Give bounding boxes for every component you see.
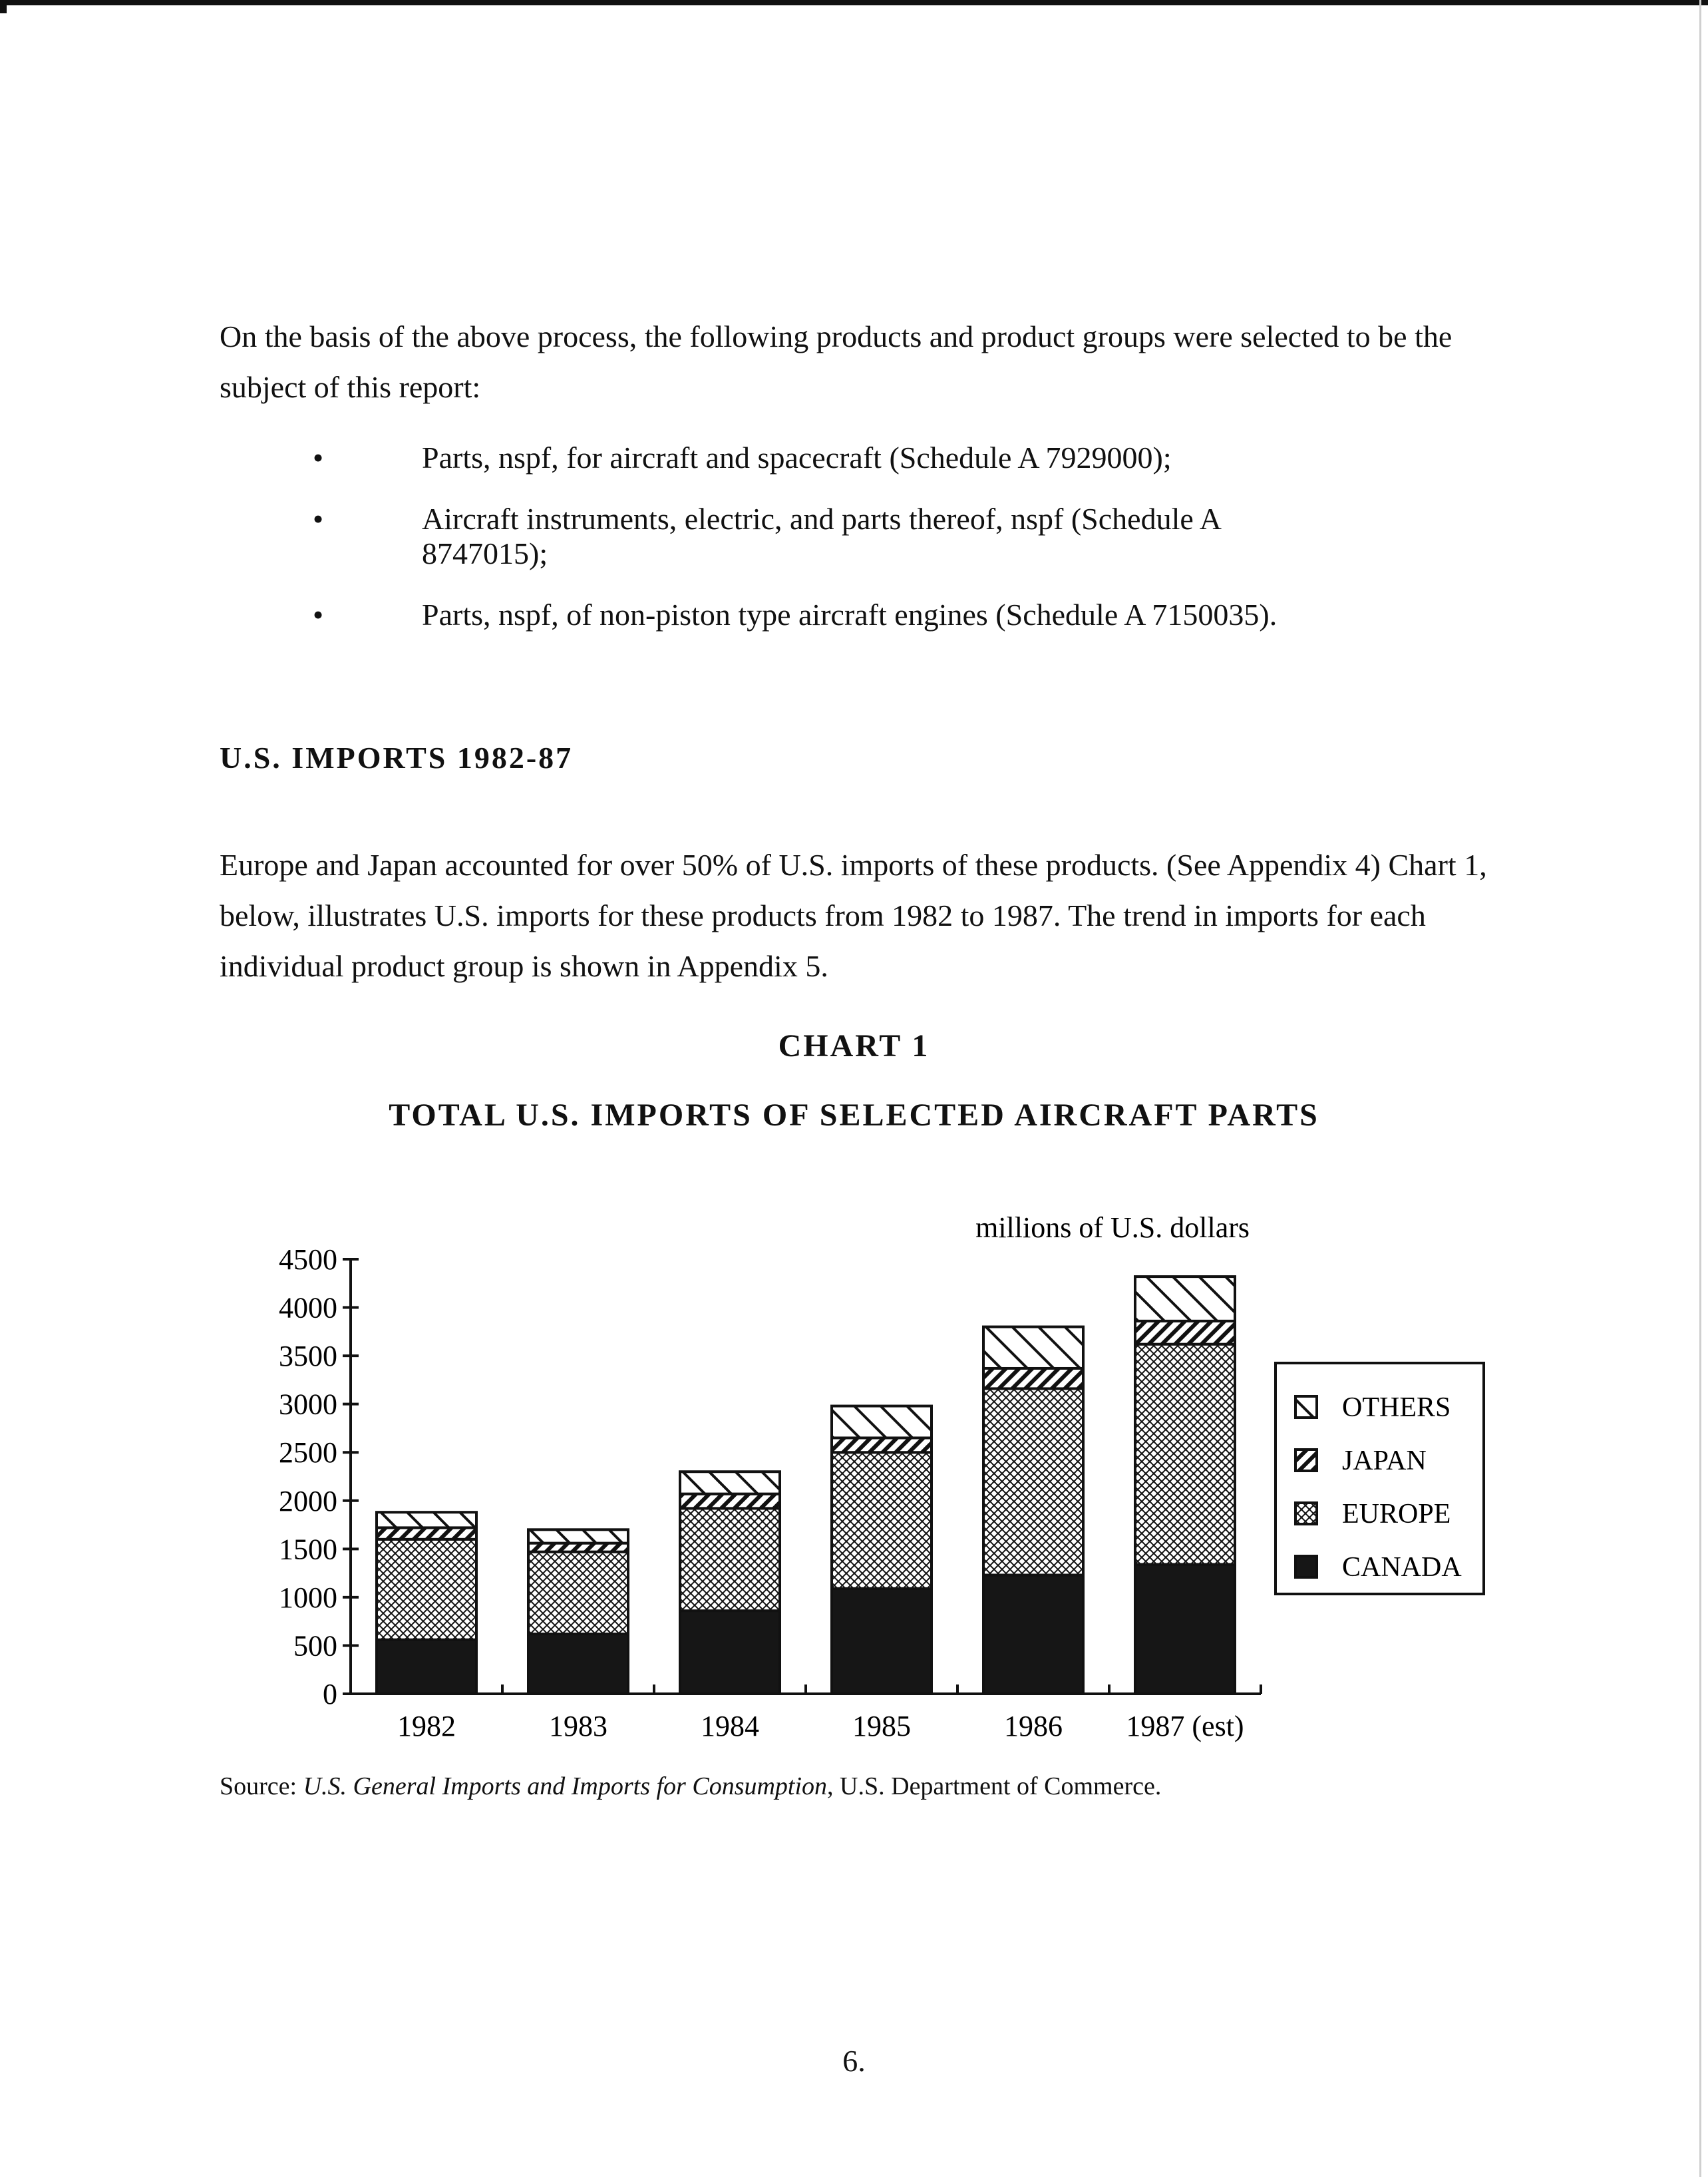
x-tick-label: 1982 bbox=[397, 1710, 456, 1742]
product-item: • Parts, nspf, of non-piston type aircraft engines (Schedule A 7150035). bbox=[313, 598, 1351, 632]
legend-label-canada: CANADA bbox=[1342, 1552, 1462, 1583]
x-tick-label: 1985 bbox=[852, 1710, 911, 1742]
imports-bar-chart bbox=[0, 1185, 1708, 1750]
bar-others-1983 bbox=[528, 1529, 628, 1543]
bar-japan-1982 bbox=[377, 1527, 476, 1539]
legend-label-europe: EUROPE bbox=[1342, 1499, 1451, 1529]
y-tick-label: 4000 bbox=[279, 1291, 337, 1324]
bar-europe-1985 bbox=[832, 1452, 932, 1589]
left-edge-mark bbox=[0, 0, 7, 13]
bar-europe-1987 bbox=[1135, 1344, 1235, 1565]
y-tick-label: 500 bbox=[293, 1629, 337, 1663]
y-tick-label: 0 bbox=[323, 1678, 337, 1710]
y-tick-label: 1500 bbox=[279, 1533, 337, 1566]
bar-others-1985 bbox=[832, 1406, 932, 1438]
chart-legend bbox=[1276, 1363, 1484, 1594]
legend-swatch-europe bbox=[1295, 1503, 1317, 1524]
bar-canada-1986 bbox=[983, 1575, 1083, 1694]
x-tick-label: 1987 (est) bbox=[1126, 1710, 1244, 1742]
chart-label: CHART 1 bbox=[778, 1028, 930, 1064]
source-note bbox=[220, 1772, 1161, 1801]
chart-title: TOTAL U.S. IMPORTS OF SELECTED AIRCRAFT PARTS bbox=[389, 1097, 1319, 1133]
source-prefix: Source: bbox=[220, 1772, 297, 1800]
bar-europe-1986 bbox=[983, 1388, 1083, 1575]
bar-canada-1985 bbox=[832, 1589, 932, 1694]
source-title: U.S. General Imports and Imports for Consumption bbox=[303, 1772, 828, 1800]
product-item: • Parts, nspf, for aircraft and spacecraft (Schedule A 7929000); bbox=[313, 441, 1351, 475]
y-tick-label: 3000 bbox=[279, 1388, 337, 1421]
bar-canada-1982 bbox=[377, 1640, 476, 1694]
x-tick-label: 1983 bbox=[549, 1710, 607, 1742]
y-tick-label: 2500 bbox=[279, 1436, 337, 1470]
x-tick-label: 1984 bbox=[701, 1710, 759, 1742]
y-tick-label: 4500 bbox=[279, 1243, 337, 1276]
bar-japan-1985 bbox=[832, 1438, 932, 1452]
x-tick-label: 1986 bbox=[1004, 1710, 1063, 1742]
legend-swatch-japan bbox=[1295, 1450, 1317, 1471]
legend-label-others: OTHERS bbox=[1342, 1392, 1451, 1423]
bar-japan-1984 bbox=[680, 1494, 780, 1509]
bar-canada-1983 bbox=[528, 1634, 628, 1694]
bar-others-1982 bbox=[377, 1512, 476, 1527]
y-tick-label: 3500 bbox=[279, 1340, 337, 1373]
bar-canada-1984 bbox=[680, 1611, 780, 1694]
bar-europe-1984 bbox=[680, 1508, 780, 1611]
product-list bbox=[313, 441, 1351, 659]
legend-label-japan: JAPAN bbox=[1342, 1446, 1427, 1476]
bar-europe-1983 bbox=[528, 1552, 628, 1634]
legend-swatch-canada bbox=[1295, 1556, 1317, 1577]
source-suffix: , U.S. Department of Commerce. bbox=[827, 1772, 1162, 1800]
right-page-edge bbox=[1699, 0, 1701, 2177]
product-item: • Aircraft instruments, electric, and parts thereof, nspf (Schedule A 8747015); bbox=[313, 502, 1351, 571]
bar-japan-1987 bbox=[1135, 1321, 1235, 1344]
page-number: 6. bbox=[842, 2044, 866, 2078]
section-heading: U.S. IMPORTS 1982-87 bbox=[220, 741, 574, 775]
bar-others-1987 bbox=[1135, 1277, 1235, 1321]
top-edge-rule bbox=[0, 0, 1708, 5]
unit-label: millions of U.S. dollars bbox=[975, 1211, 1250, 1244]
bar-others-1984 bbox=[680, 1472, 780, 1493]
bar-canada-1987 bbox=[1135, 1565, 1235, 1694]
bar-japan-1986 bbox=[983, 1368, 1083, 1388]
bar-europe-1982 bbox=[377, 1539, 476, 1640]
legend-swatch-others bbox=[1295, 1396, 1317, 1418]
y-tick-label: 2000 bbox=[279, 1484, 337, 1517]
y-tick-label: 1000 bbox=[279, 1581, 337, 1614]
imports-paragraph: Europe and Japan accounted for over 50% of U.S. imports of these products. (See Appendix 4) Chart 1, below, illustrates U.S. imports for these products from 1982 to 1987. The trend in imports for each individual product group is shown in Appendix 5. bbox=[220, 848, 1487, 983]
intro-paragraph: On the basis of the above process, the following products and product groups were selected to be the subject of this report: bbox=[220, 319, 1452, 404]
bar-others-1986 bbox=[983, 1327, 1083, 1368]
bars-layer bbox=[377, 1277, 1235, 1694]
